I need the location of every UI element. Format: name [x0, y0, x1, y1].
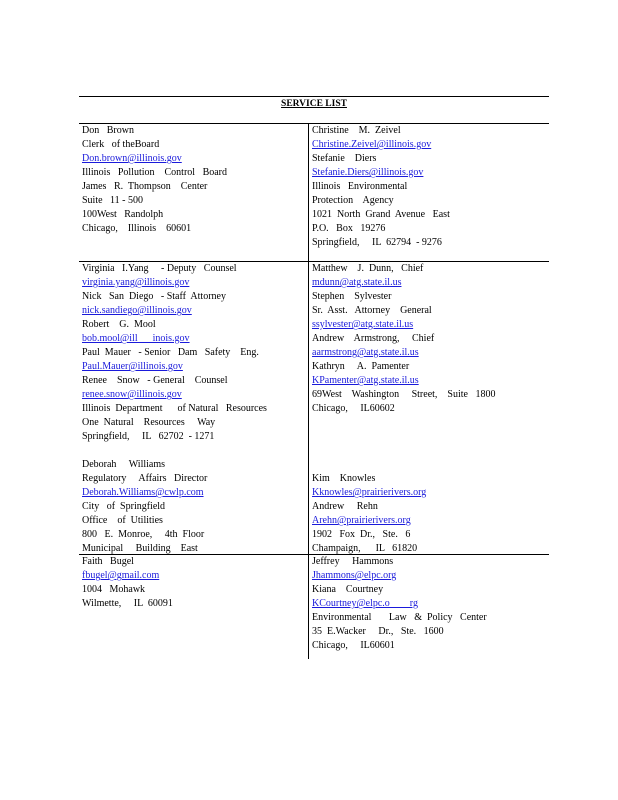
service-list-table: [79, 123, 549, 659]
column-divider: [308, 124, 309, 261]
address-line: Office of Utilities: [82, 515, 163, 526]
address-line: 800 E. Monroe, 4th Floor: [82, 529, 205, 540]
email-link[interactable]: ssylvester@atg.state.il.us: [312, 319, 414, 330]
address-line: Kathryn A. Pamenter: [312, 361, 410, 372]
email-link[interactable]: Christine.Zeivel@illinois.gov: [312, 139, 432, 150]
email-link[interactable]: Jhammons@elpc.org: [312, 570, 397, 581]
address-line: Clerk of theBoard: [82, 139, 160, 150]
email-link[interactable]: nick.sandiego@illinois.gov: [82, 305, 192, 316]
address-line: Protection Agency: [312, 195, 394, 206]
spacer: [312, 458, 547, 472]
address-line: Champaign, IL 61820: [312, 543, 418, 554]
address-line: Andrew Armstrong, Chief: [312, 333, 435, 344]
email-link[interactable]: fbugel@gmail.com: [82, 570, 160, 581]
address-line: 1902 Fox Dr., Ste. 6: [312, 529, 411, 540]
address-line: Springfield, IL 62702 - 1271: [82, 431, 215, 442]
address-line: Deborah Williams: [82, 459, 166, 470]
right-cell: [312, 124, 547, 250]
address-line: Nick San Diego - Staff Attorney: [82, 291, 226, 302]
email-link[interactable]: Paul.Mauer@illinois.gov: [82, 361, 183, 372]
right-cell: [312, 262, 547, 556]
address-line: Springfield, IL 62794 - 9276: [312, 237, 442, 248]
address-line: Illinois Department of Natural Resources: [82, 403, 267, 414]
address-line: Virginia I.Yang - Deputy Counsel: [82, 263, 237, 274]
left-cell: [82, 124, 307, 236]
address-line: 69West Washington Street, Suite 1800: [312, 389, 496, 400]
spacer: [312, 444, 547, 458]
top-rule: [79, 96, 549, 97]
email-link[interactable]: Kknowles@prairierivers.org: [312, 487, 427, 498]
address-line: Paul Mauer - Senior Dam Safety Eng.: [82, 347, 259, 358]
column-divider: [308, 262, 309, 554]
spacer: [312, 416, 547, 430]
email-link[interactable]: Deborah.Williams@cwlp.com: [82, 487, 204, 498]
address-line: James R. Thompson Center: [82, 181, 208, 192]
address-line: Robert G. Mool: [82, 319, 156, 330]
address-line: Stephen Sylvester: [312, 291, 392, 302]
address-line: Municipal Building East: [82, 543, 198, 554]
address-line: Illinois Environmental: [312, 181, 408, 192]
address-line: Don Brown: [82, 125, 134, 136]
address-line: Chicago, IL60602: [312, 403, 395, 414]
service-row: [79, 123, 549, 261]
address-line: Chicago, Illinois 60601: [82, 223, 192, 234]
email-link[interactable]: aarmstrong@atg.state.il.us: [312, 347, 419, 358]
email-link[interactable]: Don.brown@illinois.gov: [82, 153, 182, 164]
email-link[interactable]: Stefanie.Diers@illinois.gov: [312, 167, 424, 178]
address-line: Suite 11 - 500: [82, 195, 144, 206]
address-line: 100West Randolph: [82, 209, 164, 220]
left-cell: [82, 262, 307, 556]
address-line: Environmental Law & Policy Center: [312, 612, 487, 623]
address-line: Wilmette, IL 60091: [82, 598, 173, 609]
service-row: [79, 261, 549, 554]
address-line: Jeffrey Hammons: [312, 556, 394, 567]
address-line: 1004 Mohawk: [82, 584, 146, 595]
address-line: City of Springfield: [82, 501, 166, 512]
address-line: 1021 North Grand Avenue East: [312, 209, 450, 220]
address-line: Christine M. Zeivel: [312, 125, 401, 136]
address-line: Andrew Rehn: [312, 501, 378, 512]
spacer: [82, 444, 307, 458]
address-line: Illinois Pollution Control Board: [82, 167, 228, 178]
title-text: SERVICE LIST: [281, 99, 347, 109]
email-link[interactable]: bob.mool@ill inois.gov: [82, 333, 190, 344]
column-divider: [308, 555, 309, 659]
address-line: Stefanie Diers: [312, 153, 377, 164]
service-row: [79, 554, 549, 659]
email-link[interactable]: virginia.yang@illinois.gov: [82, 277, 190, 288]
email-link[interactable]: Arehn@prairierivers.org: [312, 515, 411, 526]
address-line: Renee Snow - General Counsel: [82, 375, 228, 386]
right-cell: [312, 555, 547, 653]
address-line: Kiana Courtney: [312, 584, 384, 595]
email-link[interactable]: KPamenter@atg.state.il.us: [312, 375, 419, 386]
email-link[interactable]: renee.snow@illinois.gov: [82, 389, 182, 400]
email-link[interactable]: mdunn@atg.state.il.us: [312, 277, 402, 288]
address-line: Matthew J. Dunn, Chief: [312, 263, 424, 274]
address-line: Kim Knowles: [312, 473, 376, 484]
address-line: One Natural Resources Way: [82, 417, 216, 428]
email-link[interactable]: KCourtney@elpc.o rg: [312, 598, 418, 609]
left-cell: [82, 555, 307, 611]
address-line: Faith Bugel: [82, 556, 134, 567]
address-line: Chicago, IL60601: [312, 640, 395, 651]
address-line: 35 E.Wacker Dr., Ste. 1600: [312, 626, 444, 637]
address-line: Regulatory Affairs Director: [82, 473, 208, 484]
page-title: [79, 99, 549, 109]
address-line: P.O. Box 19276: [312, 223, 386, 234]
address-line: Sr. Asst. Attorney General: [312, 305, 432, 316]
spacer: [312, 430, 547, 444]
